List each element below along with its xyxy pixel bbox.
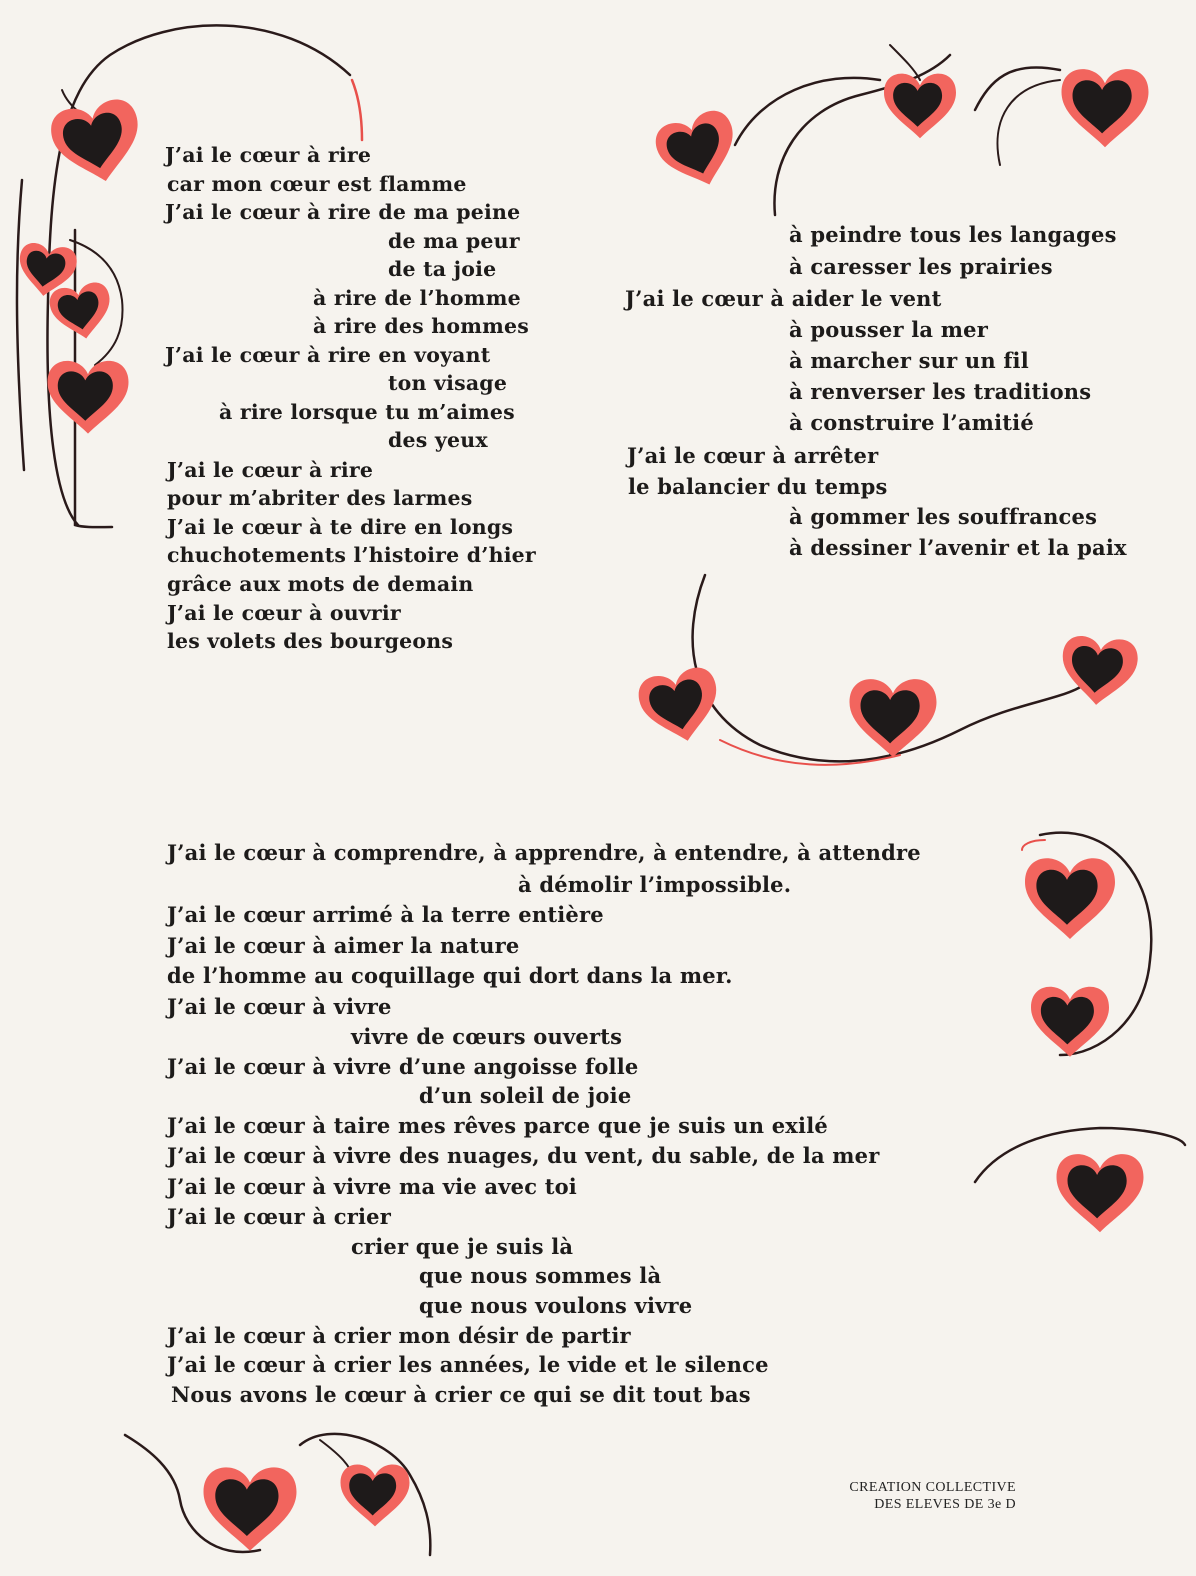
poem-line: J’ai le cœur à rire (165, 143, 372, 167)
poem-line: J’ai le cœur à vivre (167, 994, 392, 1019)
credits-line-2: DES ELEVES DE 3e D (874, 1497, 1016, 1512)
heart-icon (341, 1464, 410, 1526)
poem-line: J’ai le cœur à comprendre, à apprendre, à entendre, à attendre (167, 840, 921, 865)
credits-line-1: CREATION COLLECTIVE (849, 1480, 1016, 1495)
vine (47, 25, 350, 525)
poem-line: de ta joie (388, 257, 497, 281)
vine (1022, 840, 1045, 850)
heart-icon (884, 74, 956, 139)
poem-line: J’ai le cœur à vivre d’une angoisse folle (167, 1054, 639, 1079)
vine (17, 180, 24, 470)
heart-icon (1057, 1154, 1144, 1232)
poem-line: Nous avons le cœur à crier ce qui se dit tout bas (171, 1382, 751, 1407)
poem-line: J’ai le cœur à arrêter (627, 443, 879, 468)
poem-line: le balancier du temps (628, 474, 888, 499)
poem-line: d’un soleil de joie (419, 1083, 632, 1108)
poem-line: à peindre tous les langages (789, 222, 1117, 247)
poem-line: grâce aux mots de demain (167, 572, 474, 596)
poem-line: à gommer les souffrances (789, 504, 1098, 529)
poem-line: J’ai le cœur à rire en voyant (165, 343, 491, 367)
heart-icon (651, 106, 747, 197)
poem-line: à rire des hommes (313, 314, 529, 338)
poem-line: à renverser les traditions (789, 379, 1092, 404)
poem-line: à construire l’amitié (789, 410, 1034, 435)
heart-icon (1062, 69, 1149, 147)
poem-line: pour m’abriter des larmes (167, 486, 473, 510)
vine (975, 67, 1060, 110)
vine (998, 80, 1061, 165)
vine (352, 80, 362, 140)
poem-line: à rire de l’homme (313, 286, 521, 310)
poem-line: J’ai le cœur arrimé à la terre entière (167, 902, 604, 927)
poem-line: à rire lorsque tu m’aimes (219, 400, 515, 424)
poem-line: J’ai le cœur à te dire en longs (167, 515, 514, 539)
poem-line: J’ai le cœur à taire mes rêves parce que je suis un exilé (167, 1113, 828, 1138)
heart-icon (1059, 635, 1140, 709)
poem-line: J’ai le cœur à crier les années, le vide et le silence (167, 1352, 769, 1377)
poem-line: à démolir l’impossible. (518, 872, 792, 897)
poem-line: les volets des bourgeons (167, 629, 454, 653)
poem-line: que nous voulons vivre (419, 1293, 693, 1318)
poem-line: ton visage (388, 371, 508, 395)
poem-line: de l’homme au coquillage qui dort dans la mer. (167, 963, 733, 988)
poem-line: J’ai le cœur à rire (167, 458, 374, 482)
poem-line: à dessiner l’avenir et la paix (789, 535, 1127, 560)
poem-line: J’ai le cœur à rire de ma peine (165, 200, 521, 224)
poem-line: J’ai le cœur à crier mon désir de partir (167, 1323, 631, 1348)
heart-icon (204, 1467, 297, 1550)
heart-icon (47, 280, 115, 343)
poem-line: de ma peur (388, 229, 520, 253)
poem-line: J’ai le cœur à aider le vent (625, 286, 942, 311)
credits (849, 1479, 1016, 1513)
poem-line: vivre de cœurs ouverts (351, 1024, 623, 1049)
poem-line: J’ai le cœur à vivre des nuages, du vent, du sable, de la mer (167, 1143, 880, 1168)
poem-line: chuchotements l’histoire d’hier (167, 543, 536, 567)
poem-line: J’ai le cœur à ouvrir (167, 601, 401, 625)
poem-line: car mon cœur est flamme (167, 172, 467, 196)
poem-line: J’ai le cœur à vivre ma vie avec toi (167, 1174, 577, 1199)
poem-line: que nous sommes là (419, 1263, 662, 1288)
vine (735, 78, 880, 145)
poem-line: à caresser les prairies (789, 254, 1053, 279)
heart-icon (1025, 858, 1115, 939)
heart-icon (48, 361, 129, 434)
poem-line: des yeux (388, 428, 488, 452)
poem-line: J’ai le cœur à crier (167, 1204, 391, 1229)
poem-line: à pousser la mer (789, 317, 988, 342)
poem-line: crier que je suis là (351, 1234, 574, 1259)
poem-line: J’ai le cœur à aimer la nature (167, 933, 520, 958)
poem-line: à marcher sur un fil (789, 348, 1029, 373)
vine (720, 740, 900, 765)
heart-icon (47, 96, 148, 190)
